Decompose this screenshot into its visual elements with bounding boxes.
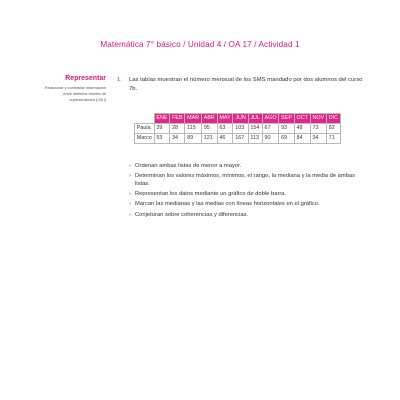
chevron-right-icon: › [129, 211, 131, 218]
table-header-cell: DIC [326, 113, 340, 123]
table-cell: 34 [310, 133, 326, 143]
table-cell: 93 [279, 123, 294, 133]
table-header-cell: AGO [262, 113, 279, 123]
task-text: Representan los datos mediante un gráfico de doble barra. [135, 191, 287, 198]
chevron-right-icon: › [129, 172, 131, 179]
question-text: Las tablas muestran el número mensual de los SMS mandado por dos alumnos del curso 7b. [129, 77, 363, 92]
table-cell: 115 [185, 123, 202, 133]
table-row [135, 123, 341, 133]
table-cell: 69 [279, 133, 294, 143]
skill-title: Representar [65, 75, 106, 82]
table-cell: 84 [294, 133, 310, 143]
table-header-cell: MAY [217, 113, 233, 123]
question [117, 76, 367, 94]
task-list [129, 163, 367, 220]
table-cell: 46 [217, 133, 233, 143]
table-cell: 82 [326, 123, 340, 133]
table-cell: 90 [262, 133, 279, 143]
table-cell: 67 [262, 123, 279, 133]
row-label: Marco [135, 133, 155, 143]
table-row [135, 133, 341, 143]
table-cell: 34 [170, 133, 185, 143]
table-header-cell: JUN [233, 113, 248, 123]
table-cell: 154 [248, 123, 262, 133]
task-text: Conjeturan sobre coherencias y diferencias. [135, 211, 249, 218]
table-header-cell: OCT [294, 113, 310, 123]
table-cell: 63 [217, 123, 233, 133]
table-header-cell: ABR [201, 113, 217, 123]
list-item [129, 191, 367, 199]
list-item [129, 163, 367, 171]
activity-content [117, 76, 367, 222]
table-cell: 121 [201, 133, 217, 143]
chevron-right-icon: › [129, 162, 131, 169]
task-text: Ordenan ambas listas de menor a mayor. [135, 162, 242, 169]
list-item [129, 201, 367, 209]
row-label: Paula [135, 123, 155, 133]
table-corner-cell [135, 113, 155, 123]
table-header-cell: MAR [185, 113, 202, 123]
table-cell: 73 [310, 123, 326, 133]
chevron-right-icon: › [129, 201, 131, 208]
table-cell: 167 [233, 133, 248, 143]
question-number: 1. [117, 77, 122, 83]
chevron-right-icon: › [129, 191, 131, 198]
table-header-cell: ENE [154, 113, 170, 123]
table-cell: 71 [326, 133, 340, 143]
table-cell: 95 [201, 123, 217, 133]
table-cell: 48 [294, 123, 310, 133]
table-header-cell: SEP [279, 113, 294, 123]
table-header-cell: JUL [248, 113, 262, 123]
page-header: Matemática 7° básico / Unidad 4 / OA 17 / Actividad 1 [100, 40, 300, 49]
table-cell: 53 [154, 133, 170, 143]
table-header-cell: FEB [170, 113, 185, 123]
table-cell: 113 [248, 133, 262, 143]
table-cell: 103 [233, 123, 248, 133]
table-cell: 28 [170, 123, 185, 133]
list-item [129, 173, 367, 188]
task-text: Determinan los valores máximos, mínimos, el rango, la mediana y la media de ambas listas. [135, 172, 356, 187]
task-text: Marcan las medianas y las medias con líneas horizontales en el gráfico. [135, 201, 320, 208]
skill-description: Relacionar y contrastar información entre distintos niveles de representación (OA i) [44, 85, 106, 102]
table-header-cell: NOV [310, 113, 326, 123]
sms-table [134, 113, 341, 144]
list-item [129, 212, 367, 220]
skill-sidebar [40, 75, 106, 103]
table-header-row [135, 113, 341, 123]
table-cell: 89 [185, 133, 202, 143]
table-cell: 39 [154, 123, 170, 133]
